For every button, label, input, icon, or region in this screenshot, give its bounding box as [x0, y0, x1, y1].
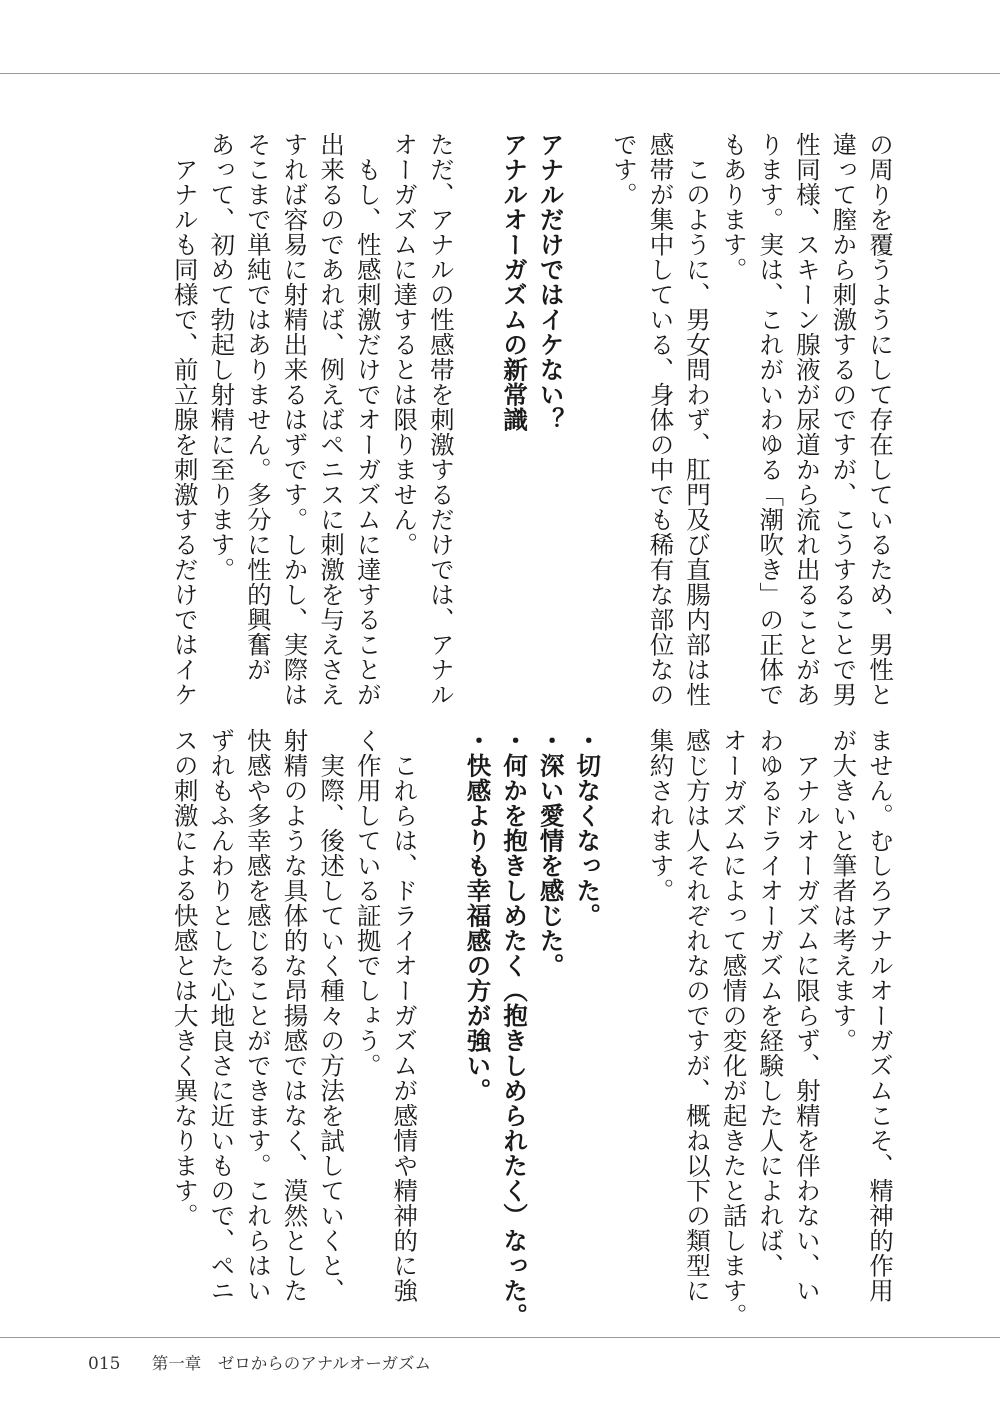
lower-text-line: 射精のような具体的な昂揚感ではなく、漠然とした — [280, 728, 310, 1303]
header-rule — [0, 73, 1000, 74]
upper-text-line — [569, 132, 606, 707]
upper-text-line: の周りを覆うようにして存在しているため、男性と — [866, 132, 895, 707]
upper-text-line: オーガズムに達するとは限りません。 — [390, 132, 420, 557]
upper-text-line: 違って膣から刺激するのですが、こうすることで男 — [829, 132, 859, 707]
lower-text-line: ずれもふんわりとした心地良さに近いもので、ペニ — [207, 728, 237, 1303]
chapter-title: 第一章 ゼロからのアナルオーガズム — [151, 1354, 432, 1373]
upper-text-line: 感帯が集中している、身体の中でも稀有な部位なの — [646, 132, 676, 707]
upper-text-line: すれば容易に射精出来るはずです。しかし、実際は — [280, 132, 310, 707]
lower-text-line: 感じ方は人それぞれなのですが、概ね以下の類型に — [683, 728, 713, 1303]
upper-text-line: ります。実は、これがいわゆる「潮吹き」の正体で — [756, 132, 786, 707]
upper-text-line — [459, 132, 496, 707]
lower-text-line: ・快感よりも幸福感の方が強い。 — [463, 728, 493, 1103]
lower-text-line: ・何かを抱きしめたく（抱きしめられたく）なった。 — [500, 728, 530, 1328]
lower-text-line: ・切なくなった。 — [573, 728, 603, 928]
page-footer — [88, 1350, 431, 1374]
footer-rule — [0, 1337, 1000, 1338]
upper-text-line: です。 — [609, 132, 639, 207]
lower-text-line — [605, 728, 642, 1328]
lower-text-line: スの刺激による快感とは大きく異なります。 — [170, 728, 200, 1228]
lower-text-line: ません。むしろアナルオーガズムこそ、精神的作用 — [866, 728, 895, 1303]
upper-text-line: このように、男女問わず、肛門及び直腸内部は性 — [683, 132, 713, 707]
upper-text-line: もし、性感刺激だけでオーガズムに達することが — [353, 132, 383, 707]
lower-text-line: アナルオーガズムに限らず、射精を伴わない、い — [792, 728, 822, 1303]
upper-text-line: ただ、アナルの性感帯を刺激するだけでは、アナル — [426, 132, 456, 707]
upper-text-line: アナルだけではイケない？ — [536, 132, 566, 432]
upper-text-line: そこまで単純ではありません。多分に性的興奮が — [243, 132, 273, 682]
lower-text-line: わゆるドライオーガズムを経験した人によれば、 — [756, 728, 786, 1278]
lower-text-line: 実際、後述していく種々の方法を試していくと、 — [317, 728, 347, 1303]
page-number: 015 — [88, 1354, 121, 1374]
lower-text-line: 集約されます。 — [646, 728, 676, 903]
lower-text-line: 快感や多幸感を感じることができます。これらはい — [243, 728, 273, 1303]
upper-text-line: 性同様、スキーン腺液が尿道から流れ出ることがあ — [792, 132, 822, 707]
lower-text-line — [422, 728, 459, 1328]
upper-text-line: アナルも同様で、前立腺を刺激するだけではイケ — [170, 132, 200, 707]
upper-text-block — [166, 132, 898, 707]
upper-text-line: アナルオーガズムの新常識 — [500, 132, 530, 432]
upper-text-line: 出来るのであれば、例えばペニスに刺激を与えさえ — [317, 132, 347, 707]
lower-text-block — [166, 728, 898, 1328]
upper-text-line: あって、初めて勃起し射精に至ります。 — [207, 132, 237, 582]
lower-text-line: が大きいと筆者は考えます。 — [829, 728, 859, 1053]
lower-text-line: く作用している証拠でしょう。 — [353, 728, 383, 1078]
lower-text-line: ・深い愛情を感じた。 — [536, 728, 566, 978]
lower-text-line: オーガズムによって感情の変化が起きたと話します。 — [719, 728, 749, 1328]
upper-text-line: もあります。 — [719, 132, 749, 282]
lower-text-line: これらは、ドライオーガズムが感情や精神的に強 — [390, 728, 420, 1303]
